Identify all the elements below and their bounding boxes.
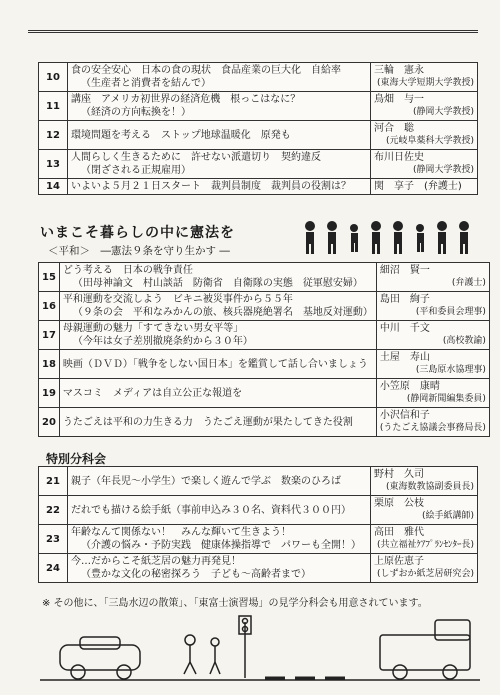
lecturer-name: 小沢信和子 [379,410,430,421]
session-number: 23 [39,525,68,554]
section-heading-peace: いまこそ暮らしの中に憲法を [40,225,235,241]
lecturer-name: 布川日佐史 [374,152,424,163]
session-topic [59,408,376,437]
lecturer-cell [371,554,478,583]
session-title: 親子（年長児～小学生）で楽しく遊んで学ぶ 数楽のひろば [71,475,341,487]
lecture-table-2 [38,262,490,437]
session-title: 年齢なんて関係ない！ みんな輝いて生きよう！ [71,527,291,538]
lecture-row [39,92,478,121]
lecture-table-3 [38,466,478,583]
lecturer-name: 栗原 公枝 [374,498,424,509]
lecturer-cell [371,179,478,195]
lecture-row [39,63,478,92]
lecturer-affiliation: (高校教諭) [442,336,486,346]
lecturer-name: 土屋 寿山 [379,352,430,363]
session-title: 今…だからこそ紙芝居の魅力再発見！ [71,556,241,567]
lecturer-affiliation: (しずおか紙芝居研究会) [376,569,474,579]
lecturer-affiliation: (東海数教協副委員長) [385,482,474,492]
lecture-row [39,179,478,195]
section-heading-special: 特別分科会 [46,452,107,466]
session-title: 映画（ＤＶＤ）「戦争をしない国日本」を鑑賞して話し合いましょう [62,358,368,370]
lecture-row [39,121,478,150]
session-title: だれでも描ける絵手紙（事前申込み３０名、資料代３００円） [71,504,351,516]
session-title: 講座 アメリカ初世界の経済危機 根っこはなに？ [71,94,301,105]
session-topic [68,496,371,525]
session-title: 環境問題を考える ストップ地球温暖化 原発も [71,129,291,141]
session-topic [59,263,376,292]
session-topic [68,554,371,583]
lecturer-name: 高田 雅代 [374,527,424,538]
session-title: どう考える 日本の戦争責任 [62,265,193,276]
session-topic [68,150,371,179]
session-topic [59,350,376,379]
lecturer-cell [371,63,478,92]
lecturer-name: 小笠原 康晴 [379,381,440,392]
session-title: 平和運動を交流しよう ビキニ被災事件から５５年 [62,294,293,305]
lecture-row [39,525,478,554]
session-number: 12 [39,121,68,150]
session-subtitle: （閉ざされる正規雇用） [81,165,191,176]
lecture-row [39,263,490,292]
people-walking-illustration [300,218,475,256]
lecturer-affiliation: (弁護士) [451,278,486,288]
lecturer-cell [371,496,478,525]
session-number: 13 [39,150,68,179]
lecturer-affiliation: (共立福祉ｹｱﾌﾟﾗﾝｾﾝﾀｰ長) [376,540,474,550]
session-title: マスコミ メディアは自立公正な報道を [62,387,243,399]
lecturer-name: 河合 聡 [374,123,414,134]
session-topic [59,321,376,350]
top-rule [28,30,478,41]
session-number: 14 [39,179,68,195]
session-number: 11 [39,92,68,121]
lecturer-name: 野村 久司 [374,469,424,480]
lecturer-affiliation: (静岡大学教授) [412,107,474,117]
session-number: 16 [39,292,60,321]
lecturer-cell [376,350,489,379]
lecturer-cell [376,321,489,350]
session-number: 22 [39,496,68,525]
session-title: 母親運動の魅力「すてきない男女平等」 [62,323,244,334]
session-subtitle: （９条の会 平和なみかんの旅、核兵器廃絶署名 基地反対運動） [72,307,373,318]
lecturer-name: 三輪 憲永 [374,65,424,76]
section-subheading-peace: ＜平和＞ ―憲法９条を守り生かす ― [48,245,230,257]
footnote: ※ その他に、「三島水辺の散策」、「東富士演習場」の見学分科会も用意されています。 [42,598,428,609]
session-topic [59,292,376,321]
lecture-row [39,496,478,525]
session-number: 15 [39,263,60,292]
session-subtitle: （生産者と消費者を結んで） [81,78,211,89]
lecture-row [39,467,478,496]
session-subtitle: （豊かな文化の秘密探ろう 子ども～高齢者まで） [81,569,311,580]
session-topic [68,121,371,150]
lecturer-cell [376,379,489,408]
lecturer-cell [371,121,478,150]
lecturer-name: 細沼 賢一 [379,265,430,276]
session-number: 24 [39,554,68,583]
lecturer-cell [371,525,478,554]
lecturer-name: 中川 千文 [379,323,430,334]
lecture-row [39,321,490,350]
lecturer-affiliation: (東海大学短期大学教授) [376,78,474,88]
session-title: 食の安全安心 日本の食の現状 食品産業の巨大化 自給率 [71,65,341,76]
session-number: 21 [39,467,68,496]
session-number: 19 [39,379,60,408]
lecturer-cell [371,467,478,496]
lecture-row [39,379,490,408]
lecturer-cell [376,292,489,321]
session-topic [68,63,371,92]
street-scene-illustration [40,610,480,685]
lecture-table-1 [38,62,478,195]
lecturer-affiliation: (うたごえ協議会事務局長) [379,423,486,433]
lecture-row [39,350,490,379]
session-topic [59,379,376,408]
session-number: 10 [39,63,68,92]
session-title: うたごえは平和の力生きる力 うたごえ運動が果たしてきた役割 [62,416,353,428]
lecturer-cell [376,408,489,437]
session-subtitle: （田母神論文 村山談話 防衛省 自衛隊の実態 従軍慰安婦） [72,278,363,289]
lecturer-name: 鳥畑 与一 [374,94,424,105]
session-number: 18 [39,350,60,379]
lecturer-cell [371,92,478,121]
lecturer-affiliation: (元岐阜薬科大学教授) [385,136,474,146]
session-title: いよいよ５月２１日スタート 裁判員制度 裁判員の役割は？ [71,181,351,192]
lecturer-cell [371,150,478,179]
session-topic [68,525,371,554]
lecturer-affiliation: (静岡新聞編集委員) [406,394,486,404]
session-subtitle: （介護の悩み・予防実践 健康体操指導で パワーも全開！） [81,540,361,551]
lecture-row [39,150,478,179]
lecture-row [39,292,490,321]
session-subtitle: （経済の方向転換を！） [81,107,191,118]
lecture-row [39,554,478,583]
lecture-row [39,408,490,437]
session-topic [68,467,371,496]
session-topic [68,92,371,121]
lecturer-name: 上原佐恵子 [374,556,424,567]
lecturer-cell [376,263,489,292]
session-number: 20 [39,408,60,437]
session-subtitle: （今年は女子差別撤廃条約から３０年） [72,336,253,347]
lecturer-affiliation: (絵手紙講師) [421,511,474,521]
lecturer-affiliation: (静岡大学教授) [412,165,474,175]
session-title: 人間らしく生きるために 許せない派遣切り 契約違反 [71,152,321,163]
session-topic [68,179,371,195]
lecturer-name: 島田 絢子 [379,294,430,305]
lecturer-name: 関 享子 (弁護士) [374,181,462,192]
lecturer-affiliation: (三島原水協理事) [415,365,486,375]
session-number: 17 [39,321,60,350]
lecturer-affiliation: (平和委員会理事) [415,307,486,317]
